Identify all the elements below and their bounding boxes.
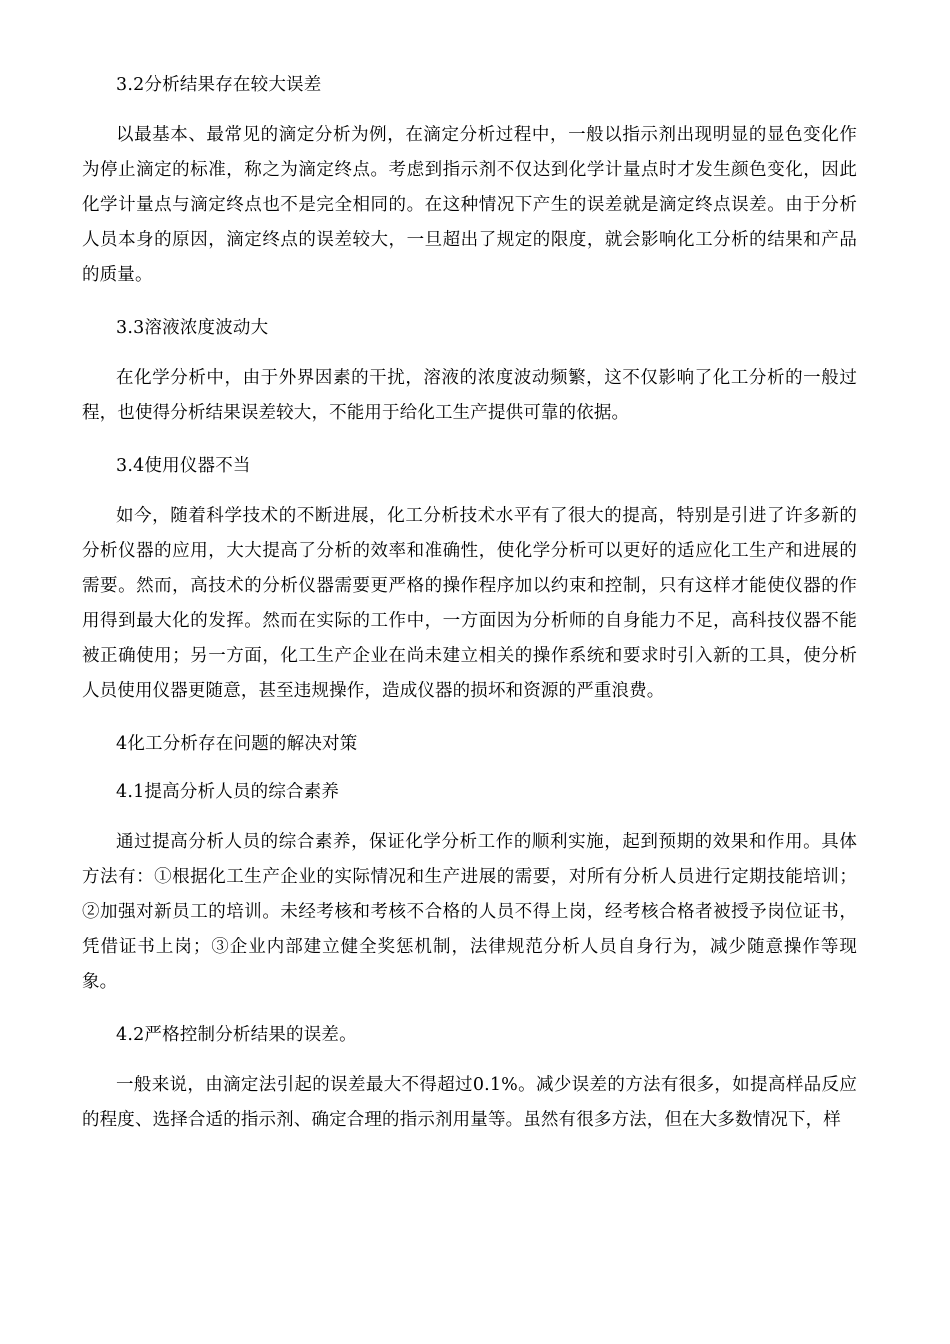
section-heading-3-2: 3.2分析结果存在较大误差 bbox=[116, 75, 322, 95]
paragraph-3-4: 如今，随着科学技术的不断进展，化工分析技术水平有了很大的提高，特别是引进了许多新的分析仪器的应用，大大提高了分析的效率和准确性，使化学分析可以更好的适应化工生产和进展的需要。然而，高技术的分析仪器需要更严格的操作程序加以约束和控制，只有这样才能使仪器的作用得到最大化的发挥。然而在实际的工作中，一方面因为分析师的自身能力不足，高科技仪器不能被正确使用；另一方面，化工生产企业在尚未建立相关的操作系统和要求时引入新的工具，使分析人员使用仪器更随意，甚至违规操作，造成仪器的损坏和资源的严重浪费。 bbox=[82, 506, 857, 701]
paragraph-3-2: 以最基本、最常见的滴定分析为例，在滴定分析过程中，一般以指示剂出现明显的显色变化作为停止滴定的标准，称之为滴定终点。考虑到指示剂不仅达到化学计量点时才发生颜色变化，因此化学计量点与滴定终点也不是完全相同的。在这种情况下产生的误差就是滴定终点误差。由于分析人员本身的原因，滴定终点的误差较大，一旦超出了规定的限度，就会影响化工分析的结果和产品的质量。 bbox=[82, 125, 857, 285]
paragraph-4-1: 通过提高分析人员的综合素养，保证化学分析工作的顺利实施，起到预期的效果和作用。具体方法有：①根据化工生产企业的实际情况和生产进展的需要，对所有分析人员进行定期技能培训；②加强对新员工的培训。未经考核和考核不合格的人员不得上岗，经考核合格者被授予岗位证书，凭借证书上岗；③企业内部建立健全奖惩机制，法律规范分析人员自身行为，减少随意操作等现象。 bbox=[82, 832, 857, 992]
section-heading-4: 4化工分析存在问题的解决对策 bbox=[116, 734, 358, 754]
section-heading-4-2: 4.2严格控制分析结果的误差。 bbox=[116, 1025, 357, 1045]
section-heading-4-1: 4.1提高分析人员的综合素养 bbox=[116, 782, 340, 802]
paragraph-4-2: 一般来说，由滴定法引起的误差最大不得超过0.1%。减少误差的方法有很多，如提高样品反应的程度、选择合适的指示剂、确定合理的指示剂用量等。虽然有很多方法，但在大多数情况下，样 bbox=[82, 1075, 857, 1130]
document-page bbox=[82, 70, 857, 1138]
section-heading-3-3: 3.3溶液浓度波动大 bbox=[116, 318, 269, 338]
section-heading-3-4: 3.4使用仪器不当 bbox=[116, 456, 251, 476]
paragraph-3-3: 在化学分析中，由于外界因素的干扰，溶液的浓度波动频繁，这不仅影响了化工分析的一般过程，也使得分析结果误差较大，不能用于给化工生产提供可靠的依据。 bbox=[82, 368, 857, 423]
